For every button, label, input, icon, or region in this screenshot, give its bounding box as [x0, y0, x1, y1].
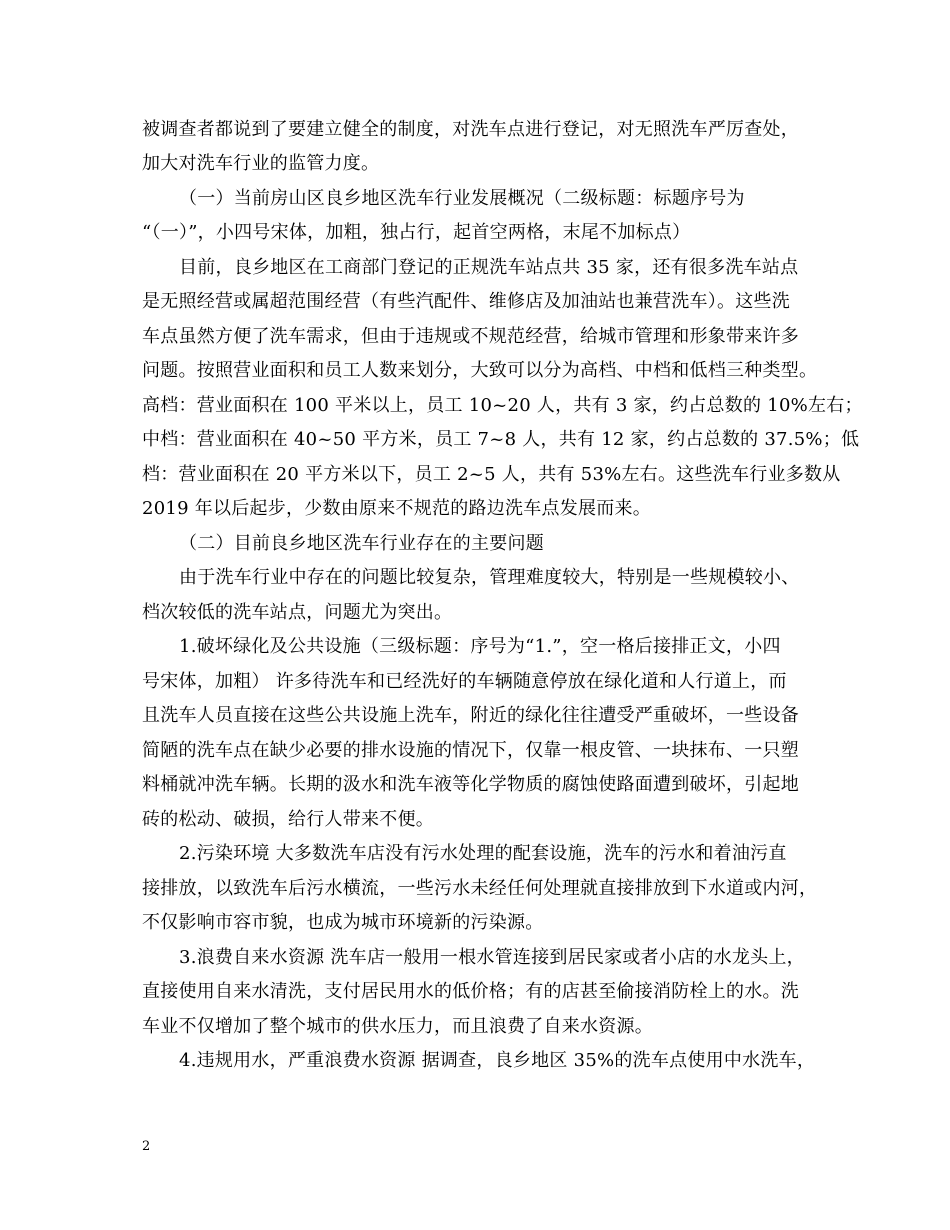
body-text-line: 接排放，以致洗车后污水横流，一些污水未经任何处理就直接排放到下水道或内河，: [142, 878, 818, 899]
section-heading: （二）目前良乡地区洗车行业存在的主要问题: [179, 533, 544, 554]
body-text-line: 不仅影响市容市貌，也成为城市环境新的污染源。: [142, 912, 544, 933]
subsection-heading: 1.破坏绿化及公共设施（三级标题：序号为“1.”，空一格后接排正文，小四: [179, 636, 781, 657]
body-text-line: 简陋的洗车点在缺少必要的排水设施的情况下，仅靠一根皮管、一块抹布、一只塑: [142, 740, 799, 761]
body-text-line: 砖的松动、破损，给行人带来不便。: [142, 809, 434, 830]
body-text-line: 2019 年以后起步，少数由原来不规范的路边洗车点发展而来。: [142, 498, 652, 519]
body-text-line: 车点虽然方便了洗车需求，但由于违规或不规范经营，给城市管理和形象带来许多: [142, 326, 799, 347]
body-text-line: 目前，良乡地区在工商部门登记的正规洗车站点共 35 家，还有很多洗车站点: [179, 257, 799, 278]
subsection-heading: 2.污染环境 大多数洗车店没有污水处理的配套设施，洗车的污水和着油污直: [179, 843, 787, 864]
body-text-line: 料桶就冲洗车辆。长期的汲水和洗车液等化学物质的腐蚀使路面遭到破坏，引起地: [142, 774, 799, 795]
body-text-line: 由于洗车行业中存在的问题比较复杂，管理难度较大，特别是一些规模较小、: [179, 567, 800, 588]
section-heading: （一）当前房山区良乡地区洗车行业发展概况（二级标题：标题序号为: [179, 188, 745, 209]
section-heading-continuation: “（一）”，小四号宋体，加粗，独占行，起首空两格，末尾不加标点）: [142, 222, 691, 243]
body-text-line: 直接使用自来水清洗，支付居民用水的低价格；有的店甚至偷接消防栓上的水。洗: [142, 981, 799, 1002]
body-text-line: 档：营业面积在 20 平方米以下，员工 2~5 人，共有 53%左右。这些洗车行业多数从: [142, 464, 841, 485]
subsection-heading: 4.违规用水，严重浪费水资源 据调查，良乡地区 35%的洗车点使用中水洗车，: [179, 1050, 816, 1071]
body-text-line: 是无照经营或属超范围经营（有些汽配件、维修店及加油站也兼营洗车）。这些洗: [142, 291, 790, 312]
body-text-line: 被调查者都说到了要建立健全的制度，对洗车点进行登记，对无照洗车严厉查处，: [142, 119, 799, 140]
body-text-line: 高档：营业面积在 100 平米以上，员工 10~20 人，共有 3 家，约占总数的 10%左右；: [142, 395, 863, 416]
body-text-line: 号宋体，加粗） 许多待洗车和已经洗好的车辆随意停放在绿化道和人行道上，而: [142, 671, 787, 692]
body-text-line: 车业不仅增加了整个城市的供水压力，而且浪费了自来水资源。: [142, 1016, 653, 1037]
body-text-line: 问题。按照营业面积和员工人数来划分，大致可以分为高档、中档和低档三种类型。: [142, 360, 818, 381]
subsection-heading: 3.浪费自来水资源 洗车店一般用一根水管连接到居民家或者小店的水龙头上，: [179, 947, 805, 968]
body-text-line: 加大对洗车行业的监管力度。: [142, 153, 380, 174]
body-text-line: 档次较低的洗车站点，问题尤为突出。: [142, 602, 453, 623]
page-number: 2: [142, 1139, 151, 1154]
body-text-line: 且洗车人员直接在这些公共设施上洗车，附近的绿化往往遭受严重破坏，一些设备: [142, 705, 799, 726]
body-text-line: 中档：营业面积在 40~50 平方米，员工 7~8 人，共有 12 家，约占总数的 37.5%；低: [142, 429, 860, 450]
